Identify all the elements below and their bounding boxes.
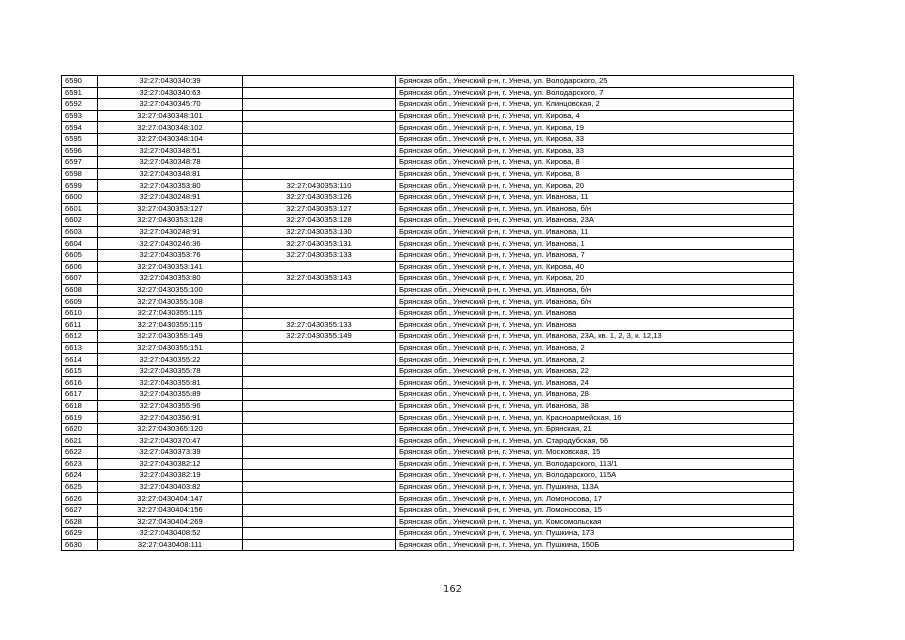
related-cadastral-number-cell <box>243 528 396 540</box>
address-cell: Брянская обл., Унечский р-н, г. Унеча, ул. Иванова, 28 <box>396 389 794 401</box>
cadastral-number-cell: 32:27:0430356:91 <box>98 412 243 424</box>
address-cell: Брянская обл., Унечский р-н, г. Унеча, ул. Кирова, 33 <box>396 133 794 145</box>
address-cell: Брянская обл., Унечский р-н, г. Унеча, ул. Иванова, 23А <box>396 215 794 227</box>
related-cadastral-number-cell <box>243 493 396 505</box>
table-row <box>62 481 794 493</box>
table-row <box>62 76 794 88</box>
address-cell: Брянская обл., Унечский р-н, г. Унеча, ул. Иванова <box>396 307 794 319</box>
address-cell: Брянская обл., Унечский р-н, г. Унеча, ул. Володарского, 25 <box>396 76 794 88</box>
table-row <box>62 87 794 99</box>
related-cadastral-number-cell <box>243 99 396 111</box>
related-cadastral-number-cell <box>243 377 396 389</box>
table-row <box>62 284 794 296</box>
cadastral-number-cell: 32:27:0430345:70 <box>98 99 243 111</box>
address-cell: Брянская обл., Унечский р-н, г. Унеча, ул. Кирова, 8 <box>396 157 794 169</box>
row-number-cell: 6614 <box>62 354 98 366</box>
table-row <box>62 122 794 134</box>
cadastral-number-cell: 32:27:0430353:141 <box>98 261 243 273</box>
row-number-cell: 6615 <box>62 365 98 377</box>
cadastral-number-cell: 32:27:0430248:91 <box>98 191 243 203</box>
related-cadastral-number-cell <box>243 470 396 482</box>
row-number-cell: 6599 <box>62 180 98 192</box>
related-cadastral-number-cell <box>243 354 396 366</box>
address-cell: Брянская обл., Унечский р-н, г. Унеча, ул. Володарского, 7 <box>396 87 794 99</box>
address-cell: Брянская обл., Унечский р-н, г. Унеча, ул. Иванова, 1 <box>396 238 794 250</box>
row-number-cell: 6597 <box>62 157 98 169</box>
related-cadastral-number-cell: 32:27:0430353:133 <box>243 249 396 261</box>
row-number-cell: 6600 <box>62 191 98 203</box>
cadastral-number-cell: 32:27:0430348:81 <box>98 168 243 180</box>
row-number-cell: 6606 <box>62 261 98 273</box>
row-number-cell: 6610 <box>62 307 98 319</box>
cadastral-number-cell: 32:27:0430403:82 <box>98 481 243 493</box>
address-cell: Брянская обл., Унечский р-н, г. Унеча, ул. Пушкина, 113А <box>396 481 794 493</box>
related-cadastral-number-cell <box>243 122 396 134</box>
related-cadastral-number-cell <box>243 423 396 435</box>
related-cadastral-number-cell <box>243 400 396 412</box>
cadastral-number-cell: 32:27:0430382:12 <box>98 458 243 470</box>
row-number-cell: 6616 <box>62 377 98 389</box>
row-number-cell: 6607 <box>62 273 98 285</box>
table-row <box>62 157 794 169</box>
address-cell: Брянская обл., Унечский р-н, г. Унеча, ул. Иванова, 23А, кв. 1, 2, 3, к. 12,13 <box>396 331 794 343</box>
cadastral-number-cell: 32:27:0430340:63 <box>98 87 243 99</box>
cadastral-number-cell: 32:27:0430348:51 <box>98 145 243 157</box>
cadastral-number-cell: 32:27:0430348:104 <box>98 133 243 145</box>
row-number-cell: 6624 <box>62 470 98 482</box>
table-row <box>62 319 794 331</box>
cadastral-number-cell: 32:27:0430348:78 <box>98 157 243 169</box>
related-cadastral-number-cell: 32:27:0430353:130 <box>243 226 396 238</box>
table-row <box>62 99 794 111</box>
row-number-cell: 6601 <box>62 203 98 215</box>
related-cadastral-number-cell <box>243 157 396 169</box>
address-cell: Брянская обл., Унечский р-н, г. Унеча, ул. Пушкина, 173 <box>396 528 794 540</box>
address-cell: Брянская обл., Унечский р-н, г. Унеча, ул. Московская, 15 <box>396 447 794 459</box>
address-cell: Брянская обл., Унечский р-н, г. Унеча, ул. Иванова, 22 <box>396 365 794 377</box>
page-number: 162 <box>442 584 463 595</box>
related-cadastral-number-cell <box>243 447 396 459</box>
related-cadastral-number-cell <box>243 284 396 296</box>
address-cell: Брянская обл., Унечский р-н, г. Унеча, ул. Брянская, 21 <box>396 423 794 435</box>
related-cadastral-number-cell <box>243 504 396 516</box>
address-cell: Брянская обл., Унечский р-н, г. Унеча, ул. Кирова, 20 <box>396 273 794 285</box>
table-row <box>62 215 794 227</box>
table-row <box>62 168 794 180</box>
related-cadastral-number-cell <box>243 76 396 88</box>
table-row <box>62 423 794 435</box>
row-number-cell: 6627 <box>62 504 98 516</box>
cadastral-number-cell: 32:27:0430404:269 <box>98 516 243 528</box>
table-row <box>62 273 794 285</box>
cadastral-number-cell: 32:27:0430382:19 <box>98 470 243 482</box>
cadastral-number-cell: 32:27:0430373:39 <box>98 447 243 459</box>
table-row <box>62 377 794 389</box>
table-row <box>62 180 794 192</box>
row-number-cell: 6618 <box>62 400 98 412</box>
table-row <box>62 504 794 516</box>
table-row <box>62 365 794 377</box>
cadastral-number-cell: 32:27:0430355:100 <box>98 284 243 296</box>
related-cadastral-number-cell: 32:27:0430353:143 <box>243 273 396 285</box>
related-cadastral-number-cell <box>243 389 396 401</box>
address-cell: Брянская обл., Унечский р-н, г. Унеча, ул. Кирова, 33 <box>396 145 794 157</box>
table-body <box>62 76 794 551</box>
table-row <box>62 110 794 122</box>
related-cadastral-number-cell: 32:27:0430355:133 <box>243 319 396 331</box>
related-cadastral-number-cell <box>243 539 396 551</box>
related-cadastral-number-cell <box>243 110 396 122</box>
row-number-cell: 6625 <box>62 481 98 493</box>
row-number-cell: 6629 <box>62 528 98 540</box>
related-cadastral-number-cell <box>243 261 396 273</box>
row-number-cell: 6608 <box>62 284 98 296</box>
related-cadastral-number-cell <box>243 365 396 377</box>
address-cell: Брянская обл., Унечский р-н, г. Унеча, ул. Кирова, 20 <box>396 180 794 192</box>
address-cell: Брянская обл., Унечский р-н, г. Унеча, ул. Кирова, 40 <box>396 261 794 273</box>
related-cadastral-number-cell: 32:27:0430353:126 <box>243 191 396 203</box>
cadastral-number-cell: 32:27:0430404:147 <box>98 493 243 505</box>
address-cell: Брянская обл., Унечский р-н, г. Унеча, ул. Иванова, 38 <box>396 400 794 412</box>
table-row <box>62 261 794 273</box>
table-row <box>62 400 794 412</box>
related-cadastral-number-cell <box>243 145 396 157</box>
table-row <box>62 389 794 401</box>
cadastral-number-cell: 32:27:0430355:108 <box>98 296 243 308</box>
row-number-cell: 6622 <box>62 447 98 459</box>
table-row <box>62 470 794 482</box>
row-number-cell: 6593 <box>62 110 98 122</box>
row-number-cell: 6609 <box>62 296 98 308</box>
address-cell: Брянская обл., Унечский р-н, г. Унеча, ул. Иванова, 2 <box>396 342 794 354</box>
row-number-cell: 6594 <box>62 122 98 134</box>
address-cell: Брянская обл., Унечский р-н, г. Унеча, ул. Кирова, 4 <box>396 110 794 122</box>
table-row <box>62 226 794 238</box>
table-row <box>62 191 794 203</box>
address-cell: Брянская обл., Унечский р-н, г. Унеча, ул. Иванова, 2 <box>396 354 794 366</box>
related-cadastral-number-cell: 32:27:0430353:127 <box>243 203 396 215</box>
address-cell: Брянская обл., Унечский р-н, г. Унеча, ул. Ломоносова, 15 <box>396 504 794 516</box>
cadastral-number-cell: 32:27:0430404:156 <box>98 504 243 516</box>
cadastral-number-cell: 32:27:0430353:76 <box>98 249 243 261</box>
table-row <box>62 296 794 308</box>
table-row <box>62 342 794 354</box>
cadastral-table <box>61 75 794 551</box>
row-number-cell: 6591 <box>62 87 98 99</box>
row-number-cell: 6617 <box>62 389 98 401</box>
table-row <box>62 539 794 551</box>
address-cell: Брянская обл., Унечский р-н, г. Унеча, ул. Иванова, б/н <box>396 296 794 308</box>
address-cell: Брянская обл., Унечский р-н, г. Унеча, ул. Комсомольская <box>396 516 794 528</box>
cadastral-number-cell: 32:27:0430370:47 <box>98 435 243 447</box>
cadastral-number-cell: 32:27:0430355:22 <box>98 354 243 366</box>
cadastral-number-cell: 32:27:0430355:115 <box>98 307 243 319</box>
row-number-cell: 6611 <box>62 319 98 331</box>
related-cadastral-number-cell <box>243 435 396 447</box>
cadastral-number-cell: 32:27:0430353:80 <box>98 273 243 285</box>
address-cell: Брянская обл., Унечский р-н, г. Унеча, ул. Клинцовская, 2 <box>396 99 794 111</box>
row-number-cell: 6612 <box>62 331 98 343</box>
row-number-cell: 6590 <box>62 76 98 88</box>
related-cadastral-number-cell <box>243 133 396 145</box>
address-cell: Брянская обл., Унечский р-н, г. Унеча, ул. Красноармейская, 16 <box>396 412 794 424</box>
related-cadastral-number-cell <box>243 87 396 99</box>
table-row <box>62 307 794 319</box>
related-cadastral-number-cell <box>243 458 396 470</box>
cadastral-number-cell: 32:27:0430353:128 <box>98 215 243 227</box>
row-number-cell: 6619 <box>62 412 98 424</box>
row-number-cell: 6596 <box>62 145 98 157</box>
related-cadastral-number-cell: 32:27:0430353:128 <box>243 215 396 227</box>
cadastral-number-cell: 32:27:0430248:91 <box>98 226 243 238</box>
table-row <box>62 412 794 424</box>
cadastral-number-cell: 32:27:0430355:151 <box>98 342 243 354</box>
cadastral-number-cell: 32:27:0430340:39 <box>98 76 243 88</box>
related-cadastral-number-cell <box>243 168 396 180</box>
related-cadastral-number-cell <box>243 516 396 528</box>
address-cell: Брянская обл., Унечский р-н, г. Унеча, ул. Иванова, 24 <box>396 377 794 389</box>
related-cadastral-number-cell <box>243 307 396 319</box>
related-cadastral-number-cell <box>243 296 396 308</box>
row-number-cell: 6630 <box>62 539 98 551</box>
address-cell: Брянская обл., Унечский р-н, г. Унеча, ул. Иванова, б/н <box>396 203 794 215</box>
cadastral-number-cell: 32:27:0430353:127 <box>98 203 243 215</box>
related-cadastral-number-cell: 32:27:0430353:110 <box>243 180 396 192</box>
address-cell: Брянская обл., Унечский р-н, г. Унеча, ул. Иванова, б/н <box>396 284 794 296</box>
cadastral-number-cell: 32:27:0430408:111 <box>98 539 243 551</box>
cadastral-number-cell: 32:27:0430355:115 <box>98 319 243 331</box>
cadastral-number-cell: 32:27:0430353:80 <box>98 180 243 192</box>
address-cell: Брянская обл., Унечский р-н, г. Унеча, ул. Иванова <box>396 319 794 331</box>
address-cell: Брянская обл., Унечский р-н, г. Унеча, ул. Пушкина, 150Б <box>396 539 794 551</box>
related-cadastral-number-cell: 32:27:0430355:149 <box>243 331 396 343</box>
cadastral-number-cell: 32:27:0430365:120 <box>98 423 243 435</box>
cadastral-number-cell: 32:27:0430355:96 <box>98 400 243 412</box>
row-number-cell: 6603 <box>62 226 98 238</box>
row-number-cell: 6592 <box>62 99 98 111</box>
cadastral-number-cell: 32:27:0430355:149 <box>98 331 243 343</box>
table-row <box>62 133 794 145</box>
address-cell: Брянская обл., Унечский р-н, г. Унеча, ул. Иванова, 11 <box>396 191 794 203</box>
address-cell: Брянская обл., Унечский р-н, г. Унеча, ул. Иванова, 11 <box>396 226 794 238</box>
cadastral-number-cell: 32:27:0430355:89 <box>98 389 243 401</box>
row-number-cell: 6598 <box>62 168 98 180</box>
related-cadastral-number-cell <box>243 342 396 354</box>
address-cell: Брянская обл., Унечский р-н, г. Унеча, ул. Володарского, 115А <box>396 470 794 482</box>
table-row <box>62 447 794 459</box>
related-cadastral-number-cell <box>243 412 396 424</box>
row-number-cell: 6628 <box>62 516 98 528</box>
table-row <box>62 354 794 366</box>
table-row <box>62 249 794 261</box>
table-row <box>62 145 794 157</box>
address-cell: Брянская обл., Унечский р-н, г. Унеча, ул. Стародубская, 56 <box>396 435 794 447</box>
cadastral-number-cell: 32:27:0430355:81 <box>98 377 243 389</box>
related-cadastral-number-cell <box>243 481 396 493</box>
address-cell: Брянская обл., Унечский р-н, г. Унеча, ул. Володарского, 113/1 <box>396 458 794 470</box>
table-row <box>62 435 794 447</box>
address-cell: Брянская обл., Унечский р-н, г. Унеча, ул. Кирова, 8 <box>396 168 794 180</box>
row-number-cell: 6604 <box>62 238 98 250</box>
cadastral-number-cell: 32:27:0430355:78 <box>98 365 243 377</box>
row-number-cell: 6620 <box>62 423 98 435</box>
table-row <box>62 458 794 470</box>
row-number-cell: 6602 <box>62 215 98 227</box>
address-cell: Брянская обл., Унечский р-н, г. Унеча, ул. Ломоносова, 17 <box>396 493 794 505</box>
related-cadastral-number-cell: 32:27:0430353:131 <box>243 238 396 250</box>
address-cell: Брянская обл., Унечский р-н, г. Унеча, ул. Кирова, 19 <box>396 122 794 134</box>
table-row <box>62 528 794 540</box>
row-number-cell: 6613 <box>62 342 98 354</box>
row-number-cell: 6623 <box>62 458 98 470</box>
row-number-cell: 6626 <box>62 493 98 505</box>
address-cell: Брянская обл., Унечский р-н, г. Унеча, ул. Иванова, 7 <box>396 249 794 261</box>
table-row <box>62 516 794 528</box>
row-number-cell: 6595 <box>62 133 98 145</box>
table-row <box>62 493 794 505</box>
cadastral-number-cell: 32:27:0430246:36 <box>98 238 243 250</box>
row-number-cell: 6621 <box>62 435 98 447</box>
cadastral-number-cell: 32:27:0430348:102 <box>98 122 243 134</box>
table-row <box>62 203 794 215</box>
table-row <box>62 238 794 250</box>
cadastral-number-cell: 32:27:0430408:52 <box>98 528 243 540</box>
row-number-cell: 6605 <box>62 249 98 261</box>
table-row <box>62 331 794 343</box>
cadastral-number-cell: 32:27:0430348:101 <box>98 110 243 122</box>
